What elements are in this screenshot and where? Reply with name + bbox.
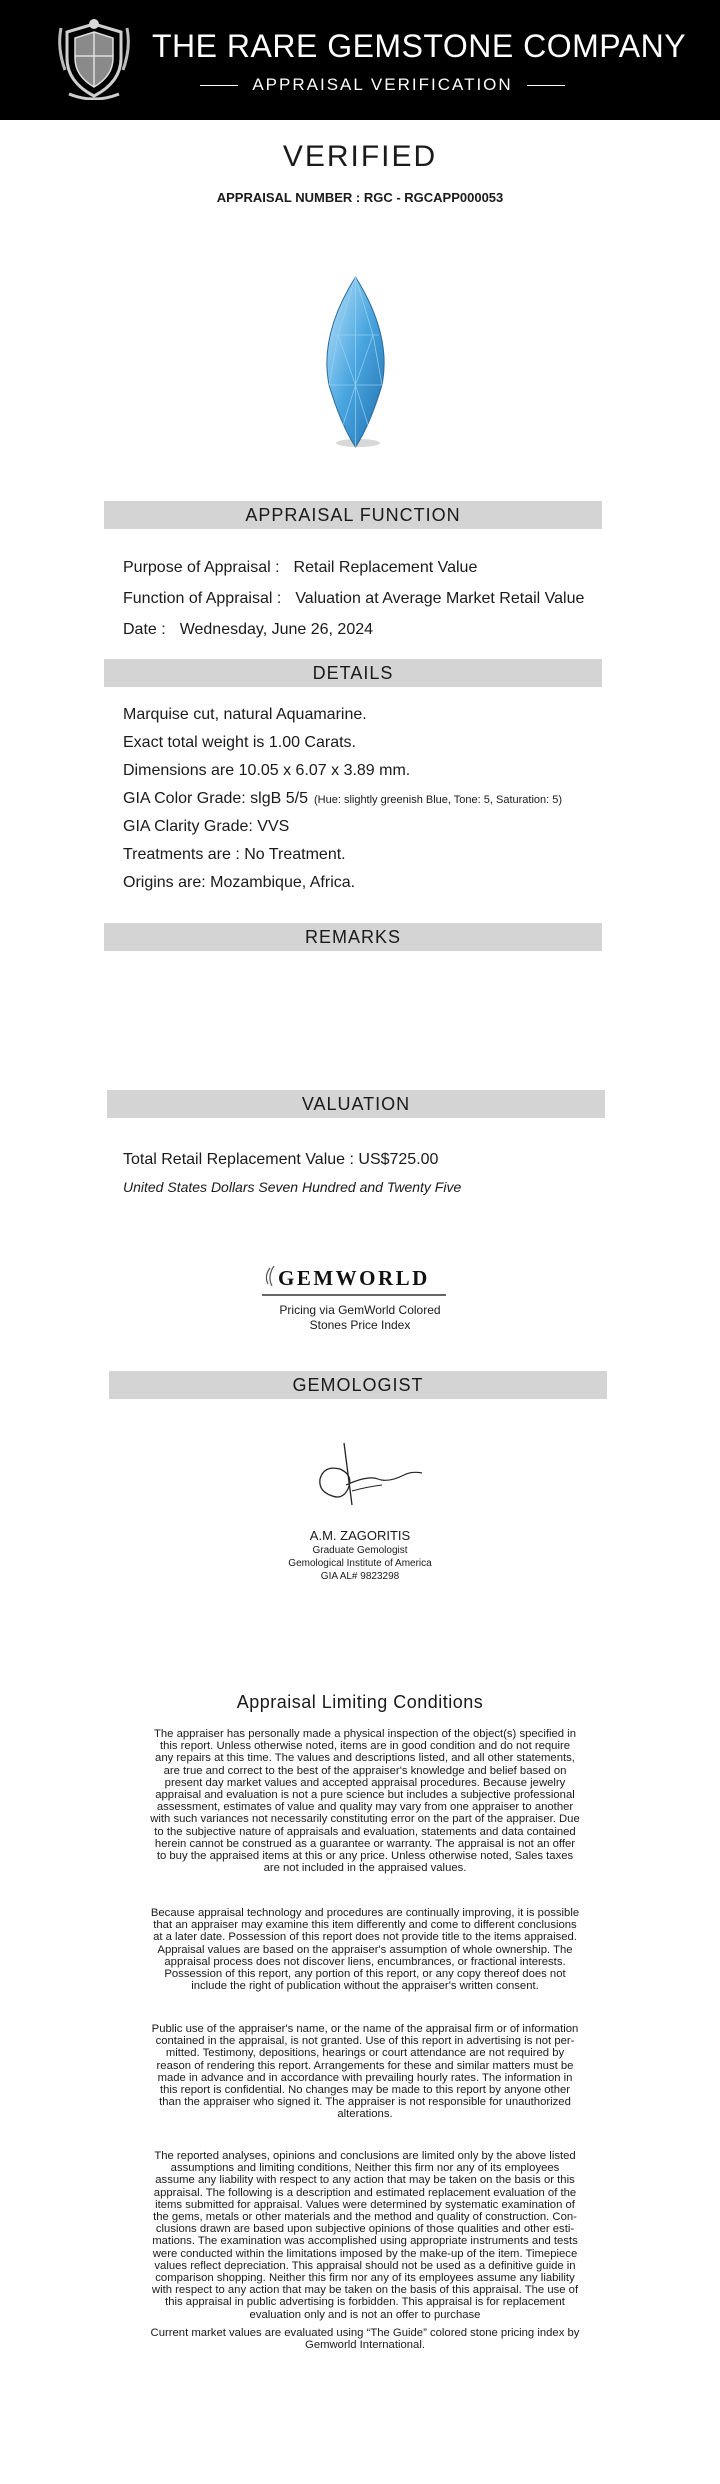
appraisal-number: APPRAISAL NUMBER : RGC - RGCAPP000053 bbox=[216, 190, 504, 205]
limiting-paragraph-2 bbox=[110, 1907, 620, 1992]
gemworld-logo-text: GEMWORLD bbox=[278, 1266, 430, 1290]
gemworld-pricing-line2: Stones Price Index bbox=[309, 1318, 411, 1332]
purpose-label: Purpose of Appraisal : bbox=[123, 559, 280, 576]
color-note: (Hue: slightly greenish Blue, Tone: 5, Saturation: 5) bbox=[313, 794, 563, 806]
limiting-paragraph-1 bbox=[110, 1728, 620, 1874]
paragraph-line: mations. The examination was accomplished using appropriate instruments and tests bbox=[152, 2235, 578, 2248]
limiting-paragraph-5 bbox=[110, 2327, 620, 2351]
paragraph-line: this report is confidential. No changes may be made to this report by anyone other bbox=[159, 2084, 571, 2097]
paragraph-line: The appraiser has personally made a physical inspection of the object(s) specified in bbox=[154, 1728, 576, 1740]
paragraph-line: assume any liability with respect to any action that may be taken on the basis or this bbox=[155, 2174, 575, 2187]
paragraph-line: reason of rendering this report. Arrangements for these and similar matters must be bbox=[156, 2059, 574, 2072]
crest-icon bbox=[55, 18, 133, 100]
gemworld-logo bbox=[262, 1262, 450, 1302]
section-details: DETAILS bbox=[104, 659, 602, 687]
paragraph-line: were conducted within the limitations imposed by the make-up of the item. Timepiece bbox=[152, 2247, 578, 2260]
section-appraisal-function: APPRAISAL FUNCTION bbox=[104, 501, 602, 529]
detail-color bbox=[123, 790, 562, 808]
paragraph-line: comparison shopping. Neither this firm nor any of its employees assume any liability bbox=[155, 2272, 575, 2285]
gemologist-id: GIA AL# 9823298 bbox=[320, 1571, 400, 1582]
valuation-words: United States Dollars Seven Hundred and Twenty Five bbox=[123, 1179, 462, 1195]
function-label: Function of Appraisal : bbox=[123, 590, 282, 607]
paragraph-line: to buy the appraised items at this or any price. Unless otherwise noted, Sales taxes bbox=[156, 1850, 574, 1863]
paragraph-line: mitted. Testimony, depositions, hearings or court attendance are not required by bbox=[165, 2047, 565, 2060]
paragraph-line: with respect to any action that may be taken on the basis of this appraisal. The use of bbox=[151, 2284, 579, 2297]
paragraph-line: appraisal. The following is a description and estimated replacement evaluation of the bbox=[153, 2186, 577, 2199]
gemworld-pricing-line1: Pricing via GemWorld Colored bbox=[279, 1303, 441, 1317]
detail-cut: Marquise cut, natural Aquamarine. bbox=[123, 706, 367, 723]
paragraph-line: Gemworld International. bbox=[305, 2339, 425, 2352]
paragraph-line: at a later date. Possession of this report does not provide title to the items appraised. bbox=[153, 1931, 577, 1944]
detail-treatments: Treatments are : No Treatment. bbox=[123, 846, 346, 863]
paragraph-line: any repairs at this time. The values and descriptions listed, and all other statements, bbox=[155, 1752, 575, 1765]
valuation-total: Total Retail Replacement Value : US$725.00 bbox=[123, 1151, 439, 1168]
section-gemologist: GEMOLOGIST bbox=[109, 1371, 607, 1399]
company-name: THE RARE GEMSTONE COMPANY bbox=[152, 28, 687, 64]
paragraph-line: are true and correct to the best of the appraiser's knowledge and belief based on bbox=[163, 1764, 567, 1777]
detail-weight: Exact total weight is 1.00 Carats. bbox=[123, 734, 356, 751]
aquamarine-gem-image bbox=[318, 275, 393, 450]
date-row bbox=[123, 621, 373, 639]
date-value: Wednesday, June 26, 2024 bbox=[179, 621, 374, 638]
date-label: Date : bbox=[123, 621, 166, 638]
detail-origins: Origins are: Mozambique, Africa. bbox=[123, 874, 356, 891]
paragraph-line: Because appraisal technology and procedures are continually improving, it is possible bbox=[150, 1907, 580, 1919]
paragraph-line: contained in the appraisal, is not granted. Use of this report in advertising is not per- bbox=[155, 2035, 575, 2048]
paragraph-line: assumptions and limiting conditions, Neither this firm nor any of its employees bbox=[170, 2162, 560, 2175]
color-grade: GIA Color Grade: slgB 5/5 bbox=[123, 790, 308, 807]
gemologist-title: Graduate Gemologist bbox=[312, 1545, 408, 1556]
paragraph-line: Current market values are evaluated using “The Guide” colored stone pricing index by bbox=[150, 2327, 580, 2339]
paragraph-line: The reported analyses, opinions and conclusions are limited only by the above listed bbox=[154, 2150, 576, 2162]
paragraph-line: the gems, metals or other materials and the method and quality of construction. Con- bbox=[153, 2211, 577, 2224]
paragraph-line: Possession of this report, any portion of this report, or any copy thereof does not bbox=[164, 1968, 566, 1981]
limiting-paragraph-4 bbox=[110, 2150, 620, 2321]
section-valuation: VALUATION bbox=[107, 1090, 605, 1118]
paragraph-line: with such variances not necessarily constituting error on the part of the appraiser. Due bbox=[150, 1813, 580, 1826]
signature-image bbox=[308, 1435, 428, 1515]
paragraph-line: clusions drawn are based upon subjective opinions of those qualities and other esti- bbox=[155, 2223, 575, 2236]
paragraph-line: present day market values and accepted appraisal procedures. Because jewelry bbox=[164, 1776, 566, 1789]
gemologist-institute: Gemological Institute of America bbox=[288, 1558, 432, 1569]
paragraph-line: appraisal process does not discover liens, encumbrances, or fractional interests. bbox=[164, 1955, 566, 1968]
section-remarks: REMARKS bbox=[104, 923, 602, 951]
paragraph-line: items submitted for appraisal. Values were determined by systematic examination of bbox=[155, 2198, 575, 2211]
paragraph-line: evaluation only and is not an offer to purchase bbox=[249, 2308, 481, 2321]
paragraph-line: this report. Unless otherwise noted, items are in good condition and do not require bbox=[159, 1740, 571, 1753]
divider bbox=[200, 85, 238, 86]
paragraph-line: values reflect depreciation. This appraisal should not be used as a definitive guide in bbox=[154, 2259, 576, 2272]
paragraph-line: alterations. bbox=[337, 2108, 393, 2121]
paragraph-line: Appraisal values are based on the appraiser's assumption of whole ownership. The bbox=[157, 1943, 573, 1956]
paragraph-line: than the appraiser who signed it. The appraiser is not responsible for unauthorized bbox=[159, 2096, 571, 2109]
paragraph-line: appraisal and evaluation is not a pure science but includes a subjective professional bbox=[155, 1789, 575, 1802]
paragraph-line: assessment, estimates of value and quality may vary from one appraiser to another bbox=[156, 1801, 574, 1814]
function-row bbox=[123, 590, 584, 608]
gemologist-name: A.M. ZAGORITIS bbox=[309, 1528, 411, 1543]
paragraph-line: Public use of the appraiser's name, or the name of the appraisal firm or of information bbox=[151, 2023, 579, 2035]
paragraph-line: made in advance and in accordance with prevailing hourly rates. The information in bbox=[157, 2071, 573, 2084]
paragraph-line: that an appraiser may examine this item differently and come to different conclusions bbox=[153, 1919, 577, 1932]
paragraph-line: herein cannot be construed as a guarantee or warranty. The appraisal is not an offer bbox=[154, 1837, 576, 1850]
paragraph-line: to the subjective nature of appraisals and evaluation, statements and data contained bbox=[154, 1825, 576, 1838]
purpose-row bbox=[123, 559, 477, 577]
purpose-value: Retail Replacement Value bbox=[293, 559, 478, 576]
detail-dimensions: Dimensions are 10.05 x 6.07 x 3.89 mm. bbox=[123, 762, 411, 779]
verified-heading: VERIFIED bbox=[282, 140, 438, 173]
function-value: Valuation at Average Market Retail Value bbox=[295, 590, 585, 607]
paragraph-line: include the right of publication without the appraiser's written consent. bbox=[191, 1980, 539, 1993]
subtitle-text: APPRAISAL VERIFICATION bbox=[252, 75, 513, 94]
limiting-paragraph-3 bbox=[110, 2023, 620, 2121]
header-banner bbox=[0, 0, 720, 120]
page-subtitle bbox=[200, 73, 565, 97]
limiting-conditions-title: Appraisal Limiting Conditions bbox=[236, 1692, 484, 1712]
detail-clarity: GIA Clarity Grade: VVS bbox=[123, 818, 290, 835]
divider bbox=[527, 85, 565, 86]
paragraph-line: are not included in the appraised values. bbox=[263, 1862, 467, 1875]
paragraph-line: this appraisal in public advertising is forbidden. This appraisal is for replacement bbox=[165, 2296, 565, 2309]
